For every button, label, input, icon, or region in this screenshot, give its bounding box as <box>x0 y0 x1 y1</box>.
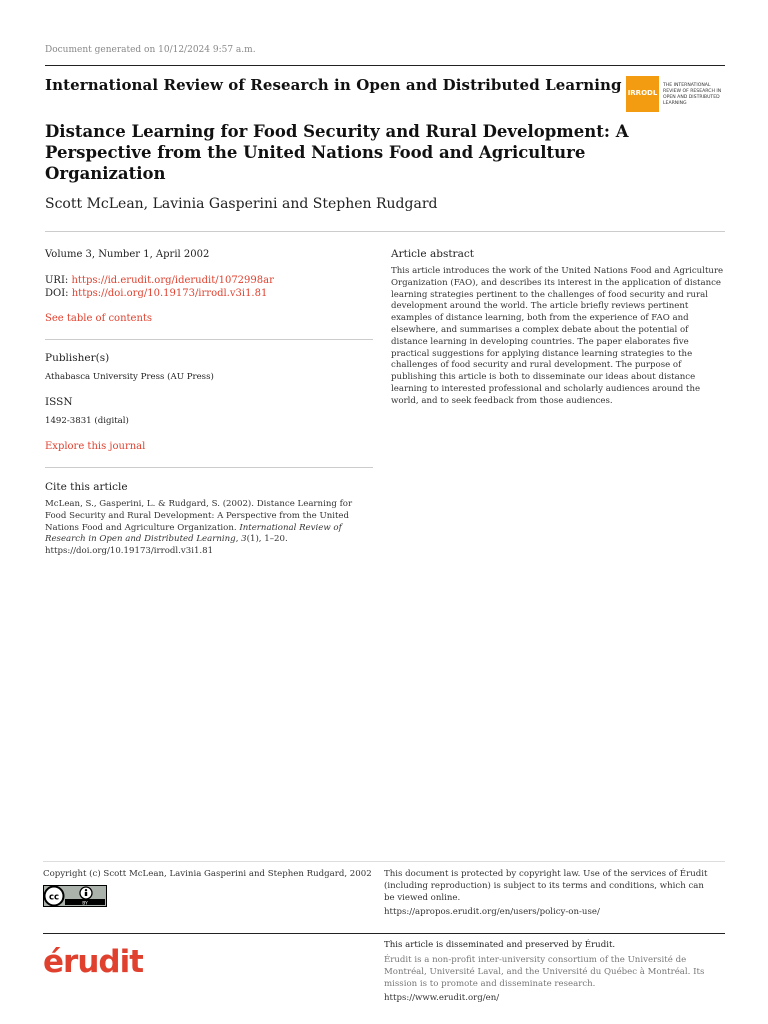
journal-logo-text: THE INTERNATIONAL REVIEW OF RESEARCH IN OPEN AND DISTRIBUTED LEARNING <box>663 83 722 106</box>
doi-line <box>45 287 267 300</box>
volume-info: Volume 3, Number 1, April 2002 <box>45 249 210 260</box>
erudit-logo-text: érudit <box>43 944 143 978</box>
issn-value: 1492-3831 (digital) <box>45 416 129 426</box>
cc-by-license-badge[interactable] <box>43 885 107 907</box>
publisher-label: Publisher(s) <box>45 352 110 364</box>
generated-timestamp: Document generated on 10/12/2024 9:57 a.m. <box>45 45 256 55</box>
uri-line <box>45 274 274 287</box>
journal-logo[interactable] <box>626 76 726 112</box>
erudit-link[interactable]: https://www.erudit.org/en/ <box>384 993 500 1003</box>
cc-by-label: BY <box>82 901 88 907</box>
doi-label: DOI: <box>45 288 69 299</box>
copyright-notice: This document is protected by copyright law. Use of the services of Érudit (including reproduction) is subject to its terms and conditions, which can be viewed online. <box>384 869 708 903</box>
article-authors: Scott McLean, Lavinia Gasperini and Stephen Rudgard <box>45 196 438 212</box>
table-of-contents-link[interactable]: See table of contents <box>45 313 153 324</box>
issn-label: ISSN <box>45 396 73 408</box>
disseminated-text: This article is disseminated and preserved by Érudit. <box>384 940 616 950</box>
copyright-text: Copyright (c) Scott McLean, Lavinia Gasperini and Stephen Rudgard, 2002 <box>43 869 372 879</box>
uri-link[interactable]: https://id.erudit.org/iderudit/1072998ar <box>71 275 274 286</box>
divider <box>45 467 373 468</box>
abstract-text: This article introduces the work of the United Nations Food and Agriculture Organization (FAO), and describes its interest in the application of distance learning strategies pertinent to the challenges of food security and rural development around the world. The article briefly reviews pertinent examples of distance learning, both from the experience of FAO and elsewhere, and summarises a complex debate about the potential of distance learning in developing countries. The paper elaborates five practical suggestions for applying distance learning strategies to the challenges of food security and rural development. The purpose of publishing this article is both to disseminate our ideas about distance learning to interested professional and scholarly audiences around the world, and to seek feedback from those audiences. <box>391 266 724 406</box>
cite-label: Cite this article <box>45 481 128 493</box>
policy-link[interactable]: https://apropos.erudit.org/en/users/policy-on-use/ <box>384 907 600 917</box>
journal-logo-mark: IRRODL <box>626 76 659 112</box>
explore-journal-link[interactable]: Explore this journal <box>45 441 146 452</box>
header-rule <box>45 65 725 66</box>
svg-text:cc: cc <box>48 892 60 903</box>
article-title: Distance Learning for Food Security and Rural Development: A Perspective from the United Nations Food and Agriculture Organization <box>45 122 629 183</box>
publisher-value: Athabasca University Press (AU Press) <box>45 372 214 382</box>
citation-text: McLean, S., Gasperini, L. & Rudgard, S. (2002). Distance Learning for Food Security and Rural Development: A Perspective from the United Nations Food and Agriculture Organization. International Review of Research in Open and Distributed Learning, 3(1), 1–20. https://doi.org/10.19173/irrodl.v3i1.81 <box>45 499 353 557</box>
uri-label: URI: <box>45 275 69 286</box>
footer-rule <box>43 933 725 934</box>
divider <box>45 339 373 340</box>
title-divider <box>45 231 725 232</box>
erudit-logo[interactable] <box>43 934 143 978</box>
abstract-label: Article abstract <box>391 248 474 260</box>
journal-title: International Review of Research in Open and Distributed Learning <box>45 76 622 94</box>
footer-divider <box>43 861 725 862</box>
doi-link[interactable]: https://doi.org/10.19173/irrodl.v3i1.81 <box>71 288 268 299</box>
erudit-description: Érudit is a non-profit inter-university consortium of the Université de Montréal, Université Laval, and the Université du Québec à Montréal. Its mission is to promote and disseminate research. <box>384 955 705 989</box>
